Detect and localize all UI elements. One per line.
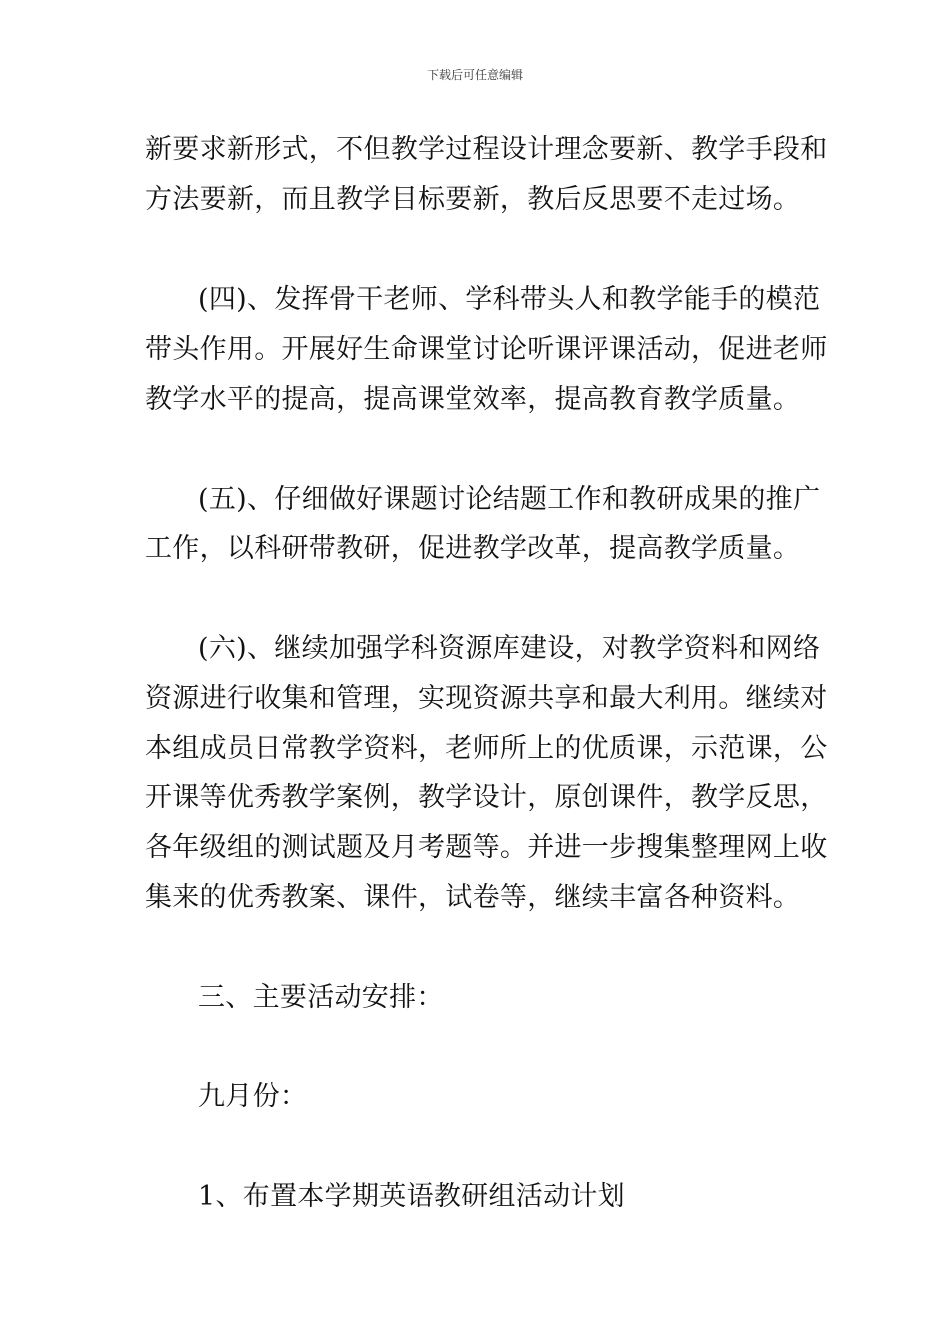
text-line: 工作，以科研带教研，促进教学改革，提高教学质量。 bbox=[145, 533, 801, 564]
text-line: (四)、发挥骨干老师、学科带头人和教学能手的模范 bbox=[198, 284, 821, 315]
text-line: 开课等优秀教学案例，教学设计，原创课件，教学反思， bbox=[145, 782, 828, 813]
text-line: (五)、仔细做好课题讨论结题工作和教研成果的推广 bbox=[198, 484, 821, 515]
section-heading: 三、主要活动安排： bbox=[198, 982, 444, 1013]
text-line: 带头作用。开展好生命课堂讨论听课评课活动，促进老师 bbox=[145, 334, 828, 365]
text-line: 资源进行收集和管理，实现资源共享和最大利用。继续对 bbox=[145, 683, 828, 714]
text-line: 新要求新形式，不但教学过程设计理念要新、教学手段和 bbox=[145, 134, 828, 165]
list-item: 1、布置本学期英语教研组活动计划 bbox=[198, 1181, 625, 1212]
month-heading: 九月份： bbox=[198, 1081, 308, 1112]
page-header: 下载后可任意编辑 bbox=[426, 68, 523, 82]
text-line: 各年级组的测试题及月考题等。并进一步搜集整理网上收 bbox=[145, 832, 828, 863]
text-line: (六)、继续加强学科资源库建设，对教学资料和网络 bbox=[198, 633, 821, 664]
text-line: 本组成员日常教学资料，老师所上的优质课，示范课，公 bbox=[145, 733, 828, 764]
text-line: 集来的优秀教案、课件，试卷等，继续丰富各种资料。 bbox=[145, 882, 801, 913]
text-line: 方法要新，而且教学目标要新，教后反思要不走过场。 bbox=[145, 184, 801, 215]
text-line: 教学水平的提高，提高课堂效率，提高教育教学质量。 bbox=[145, 384, 801, 415]
